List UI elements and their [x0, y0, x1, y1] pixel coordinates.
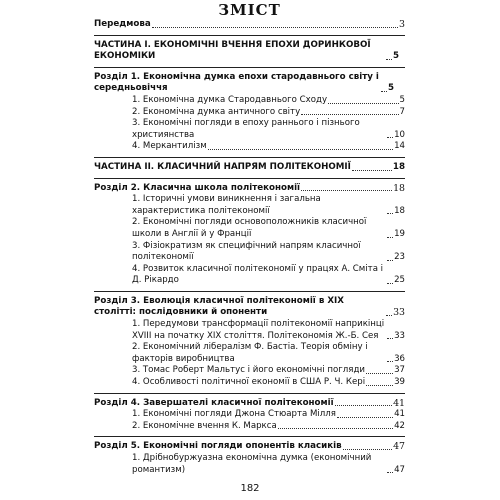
toc-page-number: 5 [392, 51, 399, 62]
toc-entry-chapter-4[interactable] [94, 398, 405, 410]
toc-entry-4-2[interactable] [94, 421, 405, 433]
toc-page-number: 33 [393, 307, 405, 319]
divider [94, 67, 405, 68]
toc-entry-text: 1. Історичні умови виникнення і загальна характеристика політекономії [132, 194, 321, 216]
toc-entry-text: 2. Економічна думка античного світу [132, 106, 301, 117]
toc-entry-text: 1. Економічні погляди Джона Стюарта Мілля [132, 409, 336, 420]
divider [94, 35, 405, 36]
toc-page-number: 39 [394, 377, 405, 388]
toc-entry-2-1[interactable] [94, 194, 405, 217]
toc-leader-dots [387, 472, 393, 473]
toc-entry-text: 1. Передумови трансформації політекономії наприкінці XVIII на початку XIX століття. Політекономія Ж.-Б. Сея [132, 319, 385, 341]
toc-page-number: 36 [394, 353, 405, 364]
toc-page-number: 25 [394, 275, 405, 286]
toc-page-number: 33 [394, 330, 405, 341]
toc-entry-text: Розділ 5. Економічні погляди опонентів класиків [94, 441, 342, 452]
toc-page-number: 18 [394, 205, 405, 216]
divider [94, 291, 405, 292]
toc-page-number: 19 [394, 228, 405, 239]
toc-entry-3-3[interactable] [94, 365, 405, 377]
toc-entry-chapter-5[interactable] [94, 441, 405, 453]
toc-entry-3-4[interactable] [94, 377, 405, 389]
toc-leader-dots [337, 417, 393, 418]
divider [94, 436, 405, 437]
page-number-footer: 182 [240, 483, 260, 494]
toc-entry-preface[interactable] [94, 19, 405, 31]
toc-page-number: 47 [393, 441, 405, 453]
toc-leader-dots [387, 237, 393, 238]
toc-entry-text: 3. Фізіократизм як специфічний напрям класичної політекономії [132, 240, 361, 263]
table-of-contents [94, 19, 405, 476]
toc-entry-text: ЧАСТИНА І. ЕКОНОМІЧНІ ВЧЕННЯ ЕПОХИ ДОРИНКОВОЇ ЕКОНОМІКИ [94, 39, 371, 62]
divider [94, 178, 405, 179]
toc-entry-1-4[interactable] [94, 141, 405, 153]
toc-entry-text: 4. Особливості політичної економії в США Р. Ч. Кері [132, 377, 366, 388]
toc-leader-dots [343, 449, 392, 450]
toc-entry-chapter-1[interactable] [94, 72, 394, 95]
toc-page-number: 42 [394, 420, 405, 431]
toc-entry-text: 1. Економічна думка Стародавнього Сходу [132, 94, 328, 105]
toc-page-number: 41 [394, 409, 405, 420]
toc-entry-1-3[interactable] [94, 118, 405, 141]
toc-page-number: 5 [399, 94, 405, 105]
toc-leader-dots [352, 170, 392, 171]
toc-page-number: 10 [394, 129, 405, 140]
toc-entry-1-2[interactable] [94, 107, 405, 119]
toc-leader-dots [301, 190, 392, 191]
toc-page-number: 47 [394, 464, 405, 475]
toc-entry-2-4[interactable] [94, 264, 405, 287]
toc-page-number: 18 [392, 161, 405, 172]
toc-entry-text: ЧАСТИНА ІІ. КЛАСИЧНИЙ НАПРЯМ ПОЛІТЕКОНОМІЇ [94, 161, 351, 172]
toc-entry-text: Розділ 2. Класична школа політекономії [94, 182, 301, 193]
toc-entry-part-2[interactable] [94, 162, 405, 174]
toc-entry-part-1[interactable] [94, 40, 399, 63]
toc-entry-text: 2. Економічне вчення К. Маркса [132, 420, 277, 431]
toc-entry-text: Розділ 3. Еволюція класичної політекономії в ХІХ столітті: послідовники й опоненти [94, 295, 344, 318]
page-title: ЗМІСТ [218, 1, 281, 19]
toc-entry-text: 4. Розвиток класичної політекономії у працях А. Сміта і Д. Рікардо [132, 263, 384, 286]
toc-entry-text: Розділ 1. Економічна думка епохи стародавнього світу і середньовіччя [94, 71, 379, 94]
toc-entry-chapter-3[interactable] [94, 296, 405, 319]
toc-entry-text: 3. Економічні погляди в епоху раннього і пізнього християнства [132, 118, 360, 140]
toc-entry-text: 4. Меркантилізм [132, 141, 207, 152]
toc-leader-dots [387, 338, 393, 339]
toc-entry-chapter-2[interactable] [94, 183, 405, 195]
toc-leader-dots [328, 103, 399, 104]
toc-entry-text: 2. Економічний лібералізм Ф. Бастіа. Теорія обміну і факторів виробництва [132, 342, 368, 364]
toc-leader-dots [387, 283, 393, 284]
toc-entry-1-1[interactable] [94, 95, 405, 107]
toc-entry-2-2[interactable] [94, 217, 405, 240]
divider [94, 157, 405, 158]
toc-entry-5-1[interactable] [94, 453, 405, 476]
toc-leader-dots [366, 385, 393, 386]
toc-page-number: 7 [399, 106, 405, 117]
toc-leader-dots [208, 149, 393, 150]
toc-leader-dots [387, 213, 393, 214]
toc-leader-dots [387, 361, 393, 362]
toc-leader-dots [386, 315, 392, 316]
toc-entry-3-1[interactable] [94, 319, 405, 342]
toc-entry-3-2[interactable] [94, 342, 405, 365]
toc-leader-dots [152, 27, 398, 28]
toc-leader-dots [366, 373, 393, 374]
toc-entry-text: Розділ 4. Завершателі класичної політекономії [94, 397, 334, 408]
toc-page-number: 41 [393, 397, 405, 409]
toc-page-number: 18 [393, 182, 405, 194]
toc-entry-text: Передмова [94, 19, 151, 29]
toc-leader-dots [381, 91, 387, 92]
toc-page-number: 23 [394, 252, 405, 263]
toc-entry-text: 1. Дрібнобуржуазна економічна думка (економічний романтизм) [132, 453, 372, 475]
toc-leader-dots [387, 260, 393, 261]
toc-page-number: 14 [394, 141, 405, 152]
toc-page-number: 37 [394, 365, 405, 376]
toc-leader-dots [335, 405, 392, 406]
toc-leader-dots [386, 59, 392, 60]
toc-page-number: 3 [399, 19, 405, 30]
divider [94, 393, 405, 394]
toc-entry-2-3[interactable] [94, 241, 405, 264]
toc-leader-dots [387, 137, 393, 138]
toc-entry-4-1[interactable] [94, 409, 405, 421]
toc-leader-dots [301, 114, 398, 115]
toc-page-number: 5 [387, 83, 394, 94]
toc-leader-dots [278, 428, 393, 429]
toc-entry-text: 2. Економічні погляди основоположників класичної школи в Англії й у Франції [132, 217, 367, 239]
toc-entry-text: 3. Томас Роберт Мальтус і його економічні погляди [132, 365, 365, 376]
